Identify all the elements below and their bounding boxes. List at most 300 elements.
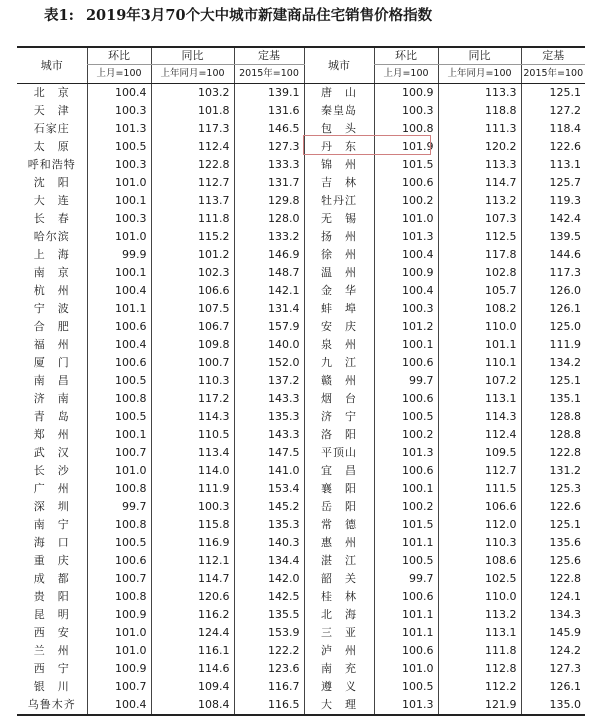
cell-mom-right: 100.9 [374, 84, 438, 103]
table-row [17, 390, 585, 408]
cell-city-left: 武 汉 [33, 446, 70, 459]
cell-base-left: 135.3 [234, 408, 304, 426]
cell-yoy-right: 113.2 [438, 192, 521, 210]
cell-base-left: 116.7 [234, 678, 304, 696]
cell-base-left: 141.0 [234, 462, 304, 480]
cell-base-left: 140.0 [234, 336, 304, 354]
table-row [17, 480, 585, 498]
cell-city-left: 成 都 [33, 572, 70, 585]
cell-city-right: 蚌 埠 [304, 300, 374, 318]
cell-base-right: 113.1 [521, 156, 585, 174]
cell-yoy-right: 105.7 [438, 282, 521, 300]
table-row [17, 408, 585, 426]
cell-yoy-left: 115.2 [151, 228, 234, 246]
cell-mom-left: 100.5 [87, 372, 151, 390]
cell-city-left: 宁 波 [33, 302, 70, 315]
cell-mom-right: 101.0 [374, 210, 438, 228]
cell-base-right: 125.7 [521, 174, 585, 192]
cell-mom-right: 101.3 [374, 228, 438, 246]
cell-yoy-left: 110.5 [151, 426, 234, 444]
table-row [17, 642, 585, 660]
cell-mom-right: 99.7 [374, 372, 438, 390]
cell-yoy-left: 124.4 [151, 624, 234, 642]
cell-yoy-right: 117.8 [438, 246, 521, 264]
cell-base-right: 122.8 [521, 444, 585, 462]
cell-yoy-right: 120.2 [438, 138, 521, 156]
cell-city-right: 济 宁 [304, 408, 374, 426]
table-row [17, 444, 585, 462]
cell-base-left: 147.5 [234, 444, 304, 462]
cell-base-left: 131.7 [234, 174, 304, 192]
cell-base-left: 122.2 [234, 642, 304, 660]
cell-mom-right: 100.5 [374, 552, 438, 570]
table-row [17, 372, 585, 390]
cell-base-left: 135.5 [234, 606, 304, 624]
table-row [17, 264, 585, 282]
cell-mom-right: 101.5 [374, 156, 438, 174]
table-row [17, 426, 585, 444]
cell-yoy-right: 113.2 [438, 606, 521, 624]
table-row [17, 624, 585, 642]
header-yoy-sub-left: 上年同月=100 [151, 65, 234, 84]
cell-yoy-left: 109.8 [151, 336, 234, 354]
cell-yoy-left: 103.2 [151, 84, 234, 103]
cell-yoy-right: 102.5 [438, 570, 521, 588]
cell-mom-left: 100.8 [87, 390, 151, 408]
cell-city-right: 丹 东 [304, 138, 374, 156]
cell-mom-left: 101.0 [87, 174, 151, 192]
cell-yoy-right: 108.2 [438, 300, 521, 318]
cell-mom-left: 100.3 [87, 102, 151, 120]
cell-yoy-right: 111.3 [438, 120, 521, 138]
header-mom-left: 环比 [87, 47, 151, 65]
cell-city-left: 合 肥 [33, 320, 70, 333]
table-row [17, 228, 585, 246]
table-row [17, 318, 585, 336]
cell-city-right: 锦 州 [304, 156, 374, 174]
cell-city-right: 大 理 [304, 696, 374, 715]
cell-city-left: 天 津 [33, 104, 70, 117]
cell-mom-left: 100.5 [87, 408, 151, 426]
cell-yoy-left: 114.6 [151, 660, 234, 678]
cell-city-left: 厦 门 [33, 356, 70, 369]
cell-base-right: 122.6 [521, 138, 585, 156]
cell-base-right: 127.2 [521, 102, 585, 120]
table-row [17, 84, 585, 103]
table-row [17, 606, 585, 624]
cell-yoy-left: 114.0 [151, 462, 234, 480]
cell-city-left: 西 宁 [33, 662, 70, 675]
table-row [17, 300, 585, 318]
cell-base-left: 142.5 [234, 588, 304, 606]
cell-base-right: 135.6 [521, 534, 585, 552]
cell-mom-left: 100.9 [87, 606, 151, 624]
cell-mom-right: 100.2 [374, 426, 438, 444]
cell-base-right: 119.3 [521, 192, 585, 210]
cell-mom-left: 101.0 [87, 462, 151, 480]
cell-yoy-left: 120.6 [151, 588, 234, 606]
cell-mom-left: 100.4 [87, 84, 151, 103]
cell-city-right: 三 亚 [304, 624, 374, 642]
cell-base-right: 125.1 [521, 516, 585, 534]
cell-base-left: 148.7 [234, 264, 304, 282]
cell-base-left: 131.6 [234, 102, 304, 120]
cell-yoy-right: 110.3 [438, 534, 521, 552]
cell-base-left: 142.0 [234, 570, 304, 588]
cell-mom-left: 100.7 [87, 444, 151, 462]
cell-mom-left: 100.7 [87, 678, 151, 696]
cell-base-right: 134.2 [521, 354, 585, 372]
price-index-table [17, 46, 585, 716]
cell-city-left: 福 州 [33, 338, 70, 351]
cell-mom-right: 100.3 [374, 102, 438, 120]
cell-city-right: 北 海 [304, 606, 374, 624]
cell-yoy-left: 117.3 [151, 120, 234, 138]
table-number: 表1: [44, 7, 74, 24]
cell-city-right: 桂 林 [304, 588, 374, 606]
cell-base-left: 145.2 [234, 498, 304, 516]
table-row [17, 678, 585, 696]
cell-city-left: 石家庄 [33, 122, 70, 135]
cell-base-right: 142.4 [521, 210, 585, 228]
cell-base-left: 152.0 [234, 354, 304, 372]
header-base-sub-right: 2015年=100 [521, 65, 585, 84]
cell-city-left: 广 州 [33, 482, 70, 495]
cell-mom-right: 100.6 [374, 462, 438, 480]
header-mom-right: 环比 [374, 47, 438, 65]
cell-city-right: 唐 山 [304, 84, 374, 103]
cell-base-right: 139.5 [521, 228, 585, 246]
cell-mom-right: 101.1 [374, 624, 438, 642]
table-row [17, 156, 585, 174]
table-title [44, 4, 564, 28]
cell-city-left: 银 川 [33, 680, 70, 693]
cell-city-right: 泉 州 [304, 336, 374, 354]
cell-yoy-right: 112.8 [438, 660, 521, 678]
cell-yoy-right: 112.7 [438, 462, 521, 480]
cell-mom-left: 99.7 [87, 498, 151, 516]
table-row [17, 696, 585, 715]
cell-base-left: 146.5 [234, 120, 304, 138]
table-body [17, 47, 585, 715]
cell-base-left: 146.9 [234, 246, 304, 264]
cell-city-right: 泸 州 [304, 642, 374, 660]
cell-mom-left: 100.9 [87, 660, 151, 678]
cell-mom-right: 100.2 [374, 498, 438, 516]
cell-mom-left: 100.6 [87, 552, 151, 570]
table-row [17, 336, 585, 354]
table-row [17, 552, 585, 570]
cell-city-right: 平顶山 [304, 444, 374, 462]
cell-mom-left: 100.4 [87, 336, 151, 354]
cell-city-right: 韶 关 [304, 570, 374, 588]
header-yoy-left: 同比 [151, 47, 234, 65]
cell-city-right: 秦皇岛 [304, 102, 374, 120]
cell-city-left: 哈尔滨 [33, 230, 70, 243]
cell-base-right: 131.2 [521, 462, 585, 480]
cell-base-right: 125.1 [521, 84, 585, 103]
cell-city-left: 深 圳 [33, 500, 70, 513]
cell-base-right: 127.3 [521, 660, 585, 678]
cell-mom-right: 100.1 [374, 480, 438, 498]
cell-base-left: 139.1 [234, 84, 304, 103]
cell-base-right: 117.3 [521, 264, 585, 282]
cell-city-right: 扬 州 [304, 228, 374, 246]
cell-mom-left: 99.9 [87, 246, 151, 264]
cell-yoy-left: 108.4 [151, 696, 234, 715]
table-row [17, 120, 585, 138]
cell-city-left: 济 南 [33, 392, 70, 405]
cell-yoy-left: 116.2 [151, 606, 234, 624]
cell-yoy-right: 107.3 [438, 210, 521, 228]
cell-city-right: 无 锡 [304, 210, 374, 228]
cell-mom-left: 100.1 [87, 426, 151, 444]
cell-mom-left: 100.1 [87, 192, 151, 210]
table-row [17, 660, 585, 678]
cell-yoy-left: 113.4 [151, 444, 234, 462]
cell-base-right: 125.6 [521, 552, 585, 570]
cell-base-left: 129.8 [234, 192, 304, 210]
cell-base-right: 135.1 [521, 390, 585, 408]
cell-yoy-right: 110.0 [438, 588, 521, 606]
cell-mom-right: 100.6 [374, 390, 438, 408]
cell-base-right: 125.3 [521, 480, 585, 498]
cell-mom-right: 100.6 [374, 354, 438, 372]
cell-mom-right: 100.5 [374, 678, 438, 696]
cell-yoy-right: 112.5 [438, 228, 521, 246]
cell-base-left: 133.2 [234, 228, 304, 246]
cell-city-right: 包 头 [304, 120, 374, 138]
cell-mom-left: 100.8 [87, 516, 151, 534]
cell-yoy-right: 108.6 [438, 552, 521, 570]
table-row [17, 174, 585, 192]
cell-yoy-right: 112.4 [438, 426, 521, 444]
cell-mom-right: 101.1 [374, 606, 438, 624]
cell-yoy-left: 114.7 [151, 570, 234, 588]
cell-mom-right: 101.9 [374, 138, 438, 156]
cell-mom-right: 101.1 [374, 534, 438, 552]
cell-base-left: 153.4 [234, 480, 304, 498]
cell-yoy-left: 106.6 [151, 282, 234, 300]
cell-mom-left: 100.5 [87, 534, 151, 552]
table-row [17, 246, 585, 264]
cell-yoy-right: 112.2 [438, 678, 521, 696]
cell-mom-right: 101.5 [374, 516, 438, 534]
table-row [17, 282, 585, 300]
cell-mom-right: 99.7 [374, 570, 438, 588]
cell-mom-left: 100.3 [87, 156, 151, 174]
cell-city-left: 兰 州 [33, 644, 70, 657]
cell-base-left: 135.3 [234, 516, 304, 534]
cell-yoy-left: 102.3 [151, 264, 234, 282]
header-base-sub-left: 2015年=100 [234, 65, 304, 84]
cell-yoy-right: 110.0 [438, 318, 521, 336]
cell-base-right: 135.0 [521, 696, 585, 715]
cell-yoy-left: 116.9 [151, 534, 234, 552]
cell-city-left: 西 安 [33, 626, 70, 639]
cell-yoy-right: 121.9 [438, 696, 521, 715]
cell-mom-left: 100.8 [87, 480, 151, 498]
table-row [17, 102, 585, 120]
cell-mom-right: 101.3 [374, 696, 438, 715]
cell-mom-left: 100.5 [87, 138, 151, 156]
header-city-left: 城市 [17, 47, 87, 84]
cell-city-left: 长 沙 [33, 464, 70, 477]
cell-mom-left: 100.4 [87, 282, 151, 300]
cell-city-right: 洛 阳 [304, 426, 374, 444]
cell-city-left: 乌鲁木齐 [27, 698, 76, 711]
cell-yoy-right: 114.3 [438, 408, 521, 426]
cell-city-right: 岳 阳 [304, 498, 374, 516]
cell-mom-left: 101.3 [87, 120, 151, 138]
cell-city-right: 徐 州 [304, 246, 374, 264]
cell-city-right: 赣 州 [304, 372, 374, 390]
cell-city-right: 吉 林 [304, 174, 374, 192]
cell-mom-right: 101.3 [374, 444, 438, 462]
header-base-left: 定基 [234, 47, 304, 65]
cell-yoy-right: 111.5 [438, 480, 521, 498]
cell-city-right: 宜 昌 [304, 462, 374, 480]
cell-yoy-right: 110.1 [438, 354, 521, 372]
cell-yoy-right: 101.1 [438, 336, 521, 354]
cell-yoy-left: 101.8 [151, 102, 234, 120]
cell-yoy-left: 115.8 [151, 516, 234, 534]
cell-yoy-left: 112.1 [151, 552, 234, 570]
cell-base-right: 126.0 [521, 282, 585, 300]
cell-base-right: 126.1 [521, 300, 585, 318]
cell-yoy-left: 106.7 [151, 318, 234, 336]
table-row [17, 570, 585, 588]
cell-mom-left: 101.0 [87, 228, 151, 246]
cell-mom-right: 100.6 [374, 174, 438, 192]
cell-city-right: 九 江 [304, 354, 374, 372]
cell-city-right: 襄 阳 [304, 480, 374, 498]
cell-base-right: 125.1 [521, 372, 585, 390]
cell-base-right: 128.8 [521, 408, 585, 426]
cell-yoy-left: 100.3 [151, 498, 234, 516]
cell-city-right: 牡丹江 [304, 192, 374, 210]
cell-mom-left: 100.1 [87, 264, 151, 282]
cell-city-left: 长 春 [33, 212, 70, 225]
table-row [17, 516, 585, 534]
cell-base-left: 143.3 [234, 390, 304, 408]
cell-city-right: 常 德 [304, 516, 374, 534]
cell-city-left: 重 庆 [33, 554, 70, 567]
cell-yoy-left: 110.3 [151, 372, 234, 390]
cell-base-right: 111.9 [521, 336, 585, 354]
cell-yoy-left: 112.7 [151, 174, 234, 192]
cell-city-left: 南 昌 [33, 374, 70, 387]
header-yoy-sub-right: 上年同月=100 [438, 65, 521, 84]
cell-base-left: 142.1 [234, 282, 304, 300]
cell-mom-right: 100.2 [374, 192, 438, 210]
cell-base-left: 131.4 [234, 300, 304, 318]
cell-base-right: 144.6 [521, 246, 585, 264]
cell-base-left: 153.9 [234, 624, 304, 642]
cell-base-right: 124.2 [521, 642, 585, 660]
table-row [17, 192, 585, 210]
cell-city-right: 金 华 [304, 282, 374, 300]
cell-city-left: 上 海 [33, 248, 70, 261]
cell-base-left: 116.5 [234, 696, 304, 715]
cell-base-right: 128.8 [521, 426, 585, 444]
cell-yoy-right: 112.0 [438, 516, 521, 534]
cell-city-right: 湛 江 [304, 552, 374, 570]
cell-city-right: 温 州 [304, 264, 374, 282]
cell-mom-left: 100.8 [87, 588, 151, 606]
cell-mom-left: 100.3 [87, 210, 151, 228]
header-yoy-right: 同比 [438, 47, 521, 65]
table-row [17, 210, 585, 228]
cell-yoy-right: 106.6 [438, 498, 521, 516]
cell-yoy-left: 100.7 [151, 354, 234, 372]
cell-mom-right: 100.5 [374, 408, 438, 426]
cell-city-right: 惠 州 [304, 534, 374, 552]
cell-base-left: 143.3 [234, 426, 304, 444]
table-row [17, 498, 585, 516]
cell-mom-right: 100.4 [374, 246, 438, 264]
cell-mom-left: 101.1 [87, 300, 151, 318]
cell-yoy-left: 109.4 [151, 678, 234, 696]
cell-city-left: 南 京 [33, 266, 70, 279]
cell-yoy-right: 107.2 [438, 372, 521, 390]
cell-city-left: 海 口 [33, 536, 70, 549]
cell-yoy-left: 112.4 [151, 138, 234, 156]
cell-base-left: 123.6 [234, 660, 304, 678]
cell-yoy-right: 111.8 [438, 642, 521, 660]
cell-base-right: 122.6 [521, 498, 585, 516]
cell-yoy-right: 118.8 [438, 102, 521, 120]
cell-mom-right: 101.0 [374, 660, 438, 678]
cell-yoy-left: 116.1 [151, 642, 234, 660]
cell-yoy-left: 111.9 [151, 480, 234, 498]
cell-yoy-right: 113.3 [438, 156, 521, 174]
cell-mom-right: 100.6 [374, 642, 438, 660]
cell-yoy-left: 101.2 [151, 246, 234, 264]
cell-yoy-right: 113.1 [438, 390, 521, 408]
cell-city-left: 郑 州 [33, 428, 70, 441]
cell-city-left: 呼和浩特 [27, 158, 76, 171]
cell-city-left: 青 岛 [33, 410, 70, 423]
cell-mom-left: 100.7 [87, 570, 151, 588]
cell-yoy-left: 122.8 [151, 156, 234, 174]
cell-city-left: 杭 州 [33, 284, 70, 297]
header-mom-sub-right: 上月=100 [374, 65, 438, 84]
cell-yoy-right: 114.7 [438, 174, 521, 192]
cell-mom-right: 100.6 [374, 588, 438, 606]
cell-base-left: 133.3 [234, 156, 304, 174]
cell-mom-right: 100.1 [374, 336, 438, 354]
cell-city-right: 南 充 [304, 660, 374, 678]
cell-yoy-right: 113.1 [438, 624, 521, 642]
cell-base-left: 127.3 [234, 138, 304, 156]
cell-yoy-left: 113.7 [151, 192, 234, 210]
table-row [17, 588, 585, 606]
cell-base-right: 124.1 [521, 588, 585, 606]
header-row-top [17, 47, 585, 65]
cell-yoy-left: 114.3 [151, 408, 234, 426]
table-row [17, 462, 585, 480]
cell-city-right: 遵 义 [304, 678, 374, 696]
cell-yoy-right: 113.3 [438, 84, 521, 103]
cell-city-left: 太 原 [33, 140, 70, 153]
cell-mom-right: 101.2 [374, 318, 438, 336]
cell-city-left: 沈 阳 [33, 176, 70, 189]
cell-base-right: 125.0 [521, 318, 585, 336]
cell-city-left: 大 连 [33, 194, 70, 207]
cell-city-right: 安 庆 [304, 318, 374, 336]
cell-base-left: 134.4 [234, 552, 304, 570]
